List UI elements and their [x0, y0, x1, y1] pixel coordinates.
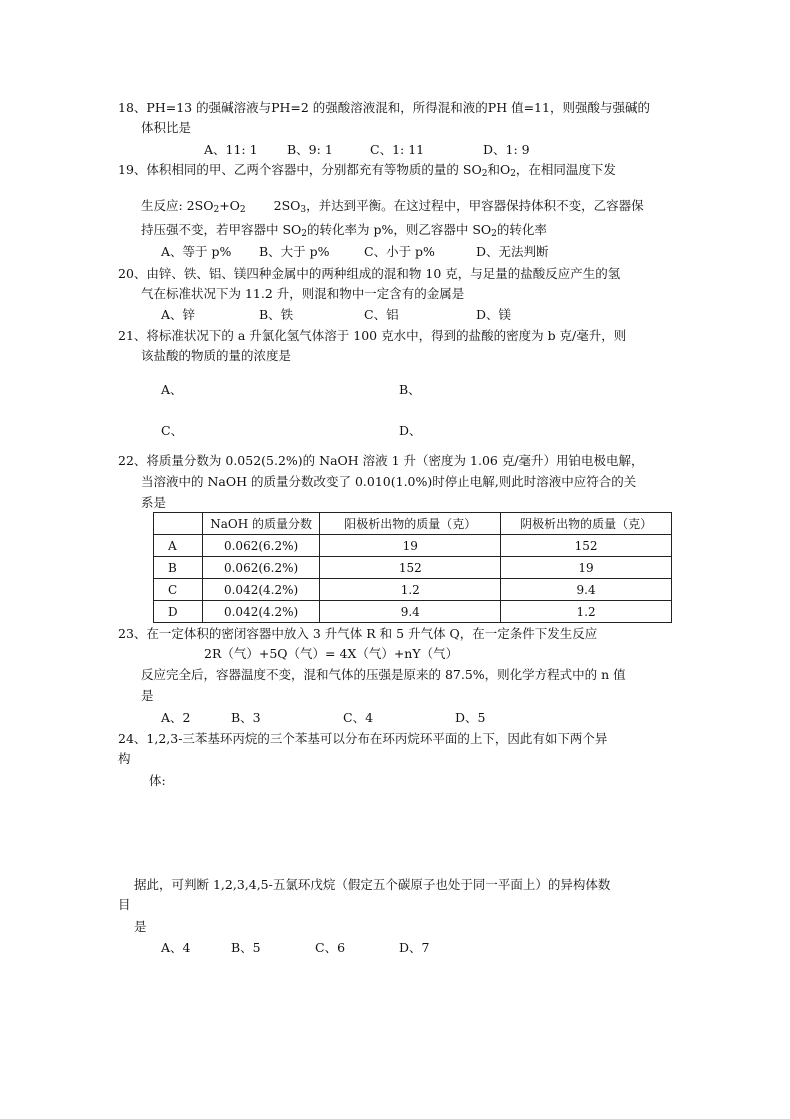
- table-cell: 0.042(4.2%): [202, 579, 320, 601]
- table-cell: 152: [320, 557, 501, 579]
- q23-stem-line1: 23、在一定体积的密闭容器中放入 3 升气体 R 和 5 升气体 Q，在一定条件下发生反应: [118, 626, 598, 641]
- table-cell: A: [154, 535, 203, 557]
- table-cell: 0.042(4.2%): [202, 601, 320, 623]
- q24-stem-line6: 是: [134, 919, 147, 934]
- q22-stem-line3: 系是: [141, 495, 167, 510]
- table-header-cell: NaOH 的质量分数: [202, 513, 320, 535]
- table-cell: 0.062(6.2%): [202, 557, 320, 579]
- q22-stem-line2: 当溶液中的 NaOH 的质量分数改变了 0.010(1.0%)时停止电解,则此时溶液中应符合的关: [141, 474, 637, 489]
- q19-option-c: C、小于 p%: [364, 244, 435, 259]
- q22-table: [153, 512, 672, 623]
- table-header-row: [154, 513, 672, 535]
- q18-stem-line2: 体积比是: [141, 120, 192, 135]
- q21-option-b: B、: [399, 382, 421, 397]
- table-cell: C: [154, 579, 203, 601]
- q24-stem-line2: 构: [118, 751, 131, 766]
- q21-option-d: D、: [399, 423, 422, 438]
- table-row: [154, 535, 672, 557]
- table-cell: 1.2: [501, 601, 672, 623]
- q18-stem-line1: 18、PH=13 的强碱溶液与PH=2 的强酸溶液混和，所得混和液的PH 值=11，则强酸与强碱的: [118, 100, 650, 115]
- q19-stem-line1: 19、体积相同的甲、乙两个容器中，分别都充有等物质的量的 $SO_2$和$O_2$，在相同温度下发: [118, 162, 616, 179]
- q23-option-b: B、3: [231, 710, 261, 725]
- q20-option-b: B、铁: [259, 307, 294, 322]
- table-cell: 9.4: [320, 601, 501, 623]
- q19-stem-line2: 生反应: $2SO_2+O_2$ $2SO_3$，并达到平衡。在这过程中，甲容器保持体积不变，乙容器保: [141, 198, 644, 215]
- table-cell: B: [154, 557, 203, 579]
- q23-stem-line3: 反应完全后，容器温度不变，混和气体的压强是原来的 87.5%，则化学方程式中的 n 值: [141, 667, 626, 682]
- table-cell: D: [154, 601, 203, 623]
- q18-option-a: A、11: 1: [204, 142, 258, 157]
- table-row: [154, 579, 672, 601]
- table-cell: 19: [320, 535, 501, 557]
- q22-stem-line1: 22、将质量分数为 0.052(5.2%)的 NaOH 溶液 1 升（密度为 1.06 克/毫升）用铂电极电解，: [118, 453, 644, 468]
- table-cell: 1.2: [320, 579, 501, 601]
- q19-option-a: A、等于 p%: [161, 244, 232, 259]
- table-cell: 152: [501, 535, 672, 557]
- q19-option-d: D、无法判断: [476, 244, 549, 259]
- q18-option-d: D、1: 9: [483, 142, 530, 157]
- q24-option-d: D、7: [399, 940, 430, 955]
- q21-stem-line2: 该盐酸的物质的量的浓度是: [141, 348, 292, 363]
- table-header-cell: 阴极析出物的质量（克）: [501, 513, 672, 535]
- table-header-cell: 阳极析出物的质量（克）: [320, 513, 501, 535]
- q23-equation: 2R（气）+5Q（气）= 4X（气）+nY（气）: [204, 646, 459, 661]
- table-cell: 0.062(6.2%): [202, 535, 320, 557]
- table-header-cell: [154, 513, 203, 535]
- q20-option-a: A、锌: [161, 307, 196, 322]
- q19-option-b: B、大于 p%: [259, 244, 330, 259]
- q23-option-a: A、2: [161, 710, 191, 725]
- q21-option-a: A、: [161, 382, 183, 397]
- q18-option-c: C、1: 11: [370, 142, 425, 157]
- q20-option-d: D、镁: [476, 307, 512, 322]
- q23-option-d: D、5: [455, 710, 486, 725]
- q24-option-c: C、6: [315, 940, 346, 955]
- q20-stem-line2: 气在标准状况下为 11.2 升，则混和物中一定含有的金属是: [141, 286, 465, 301]
- table-row: [154, 601, 672, 623]
- q24-stem-line3: 体:: [149, 773, 166, 788]
- q21-option-c: C、: [161, 423, 184, 438]
- q18-option-b: B、9: 1: [287, 142, 333, 157]
- q20-option-c: C、铝: [364, 307, 399, 322]
- table-cell: 19: [501, 557, 672, 579]
- q21-stem-line1: 21、将标准状况下的 a 升氯化氢气体溶于 100 克水中，得到的盐酸的密度为 b 克/毫升，则: [118, 328, 627, 343]
- q24-stem-line5: 目: [118, 897, 131, 912]
- q20-stem-line1: 20、由锌、铁、铝、镁四种金属中的两种组成的混和物 10 克，与足量的盐酸反应产生的氢: [118, 266, 621, 281]
- q24-stem-line4: 据此，可判断 1,2,3,4,5-五氯环戊烷（假定五个碳原子也处于同一平面上）的异构体数: [134, 877, 611, 892]
- table-row: [154, 557, 672, 579]
- q23-option-c: C、4: [343, 710, 374, 725]
- q19-stem-line3: 持压强不变，若甲容器中 $SO_2$的转化率为 p%，则乙容器中 $SO_2$的转化率: [141, 222, 547, 239]
- q24-option-b: B、5: [231, 940, 261, 955]
- q23-stem-line4: 是: [141, 688, 154, 703]
- table-cell: 9.4: [501, 579, 672, 601]
- q24-stem-line1: 24、1,2,3-三苯基环丙烷的三个苯基可以分布在环丙烷环平面的上下，因此有如下两个异: [118, 731, 608, 746]
- q24-option-a: A、4: [161, 940, 191, 955]
